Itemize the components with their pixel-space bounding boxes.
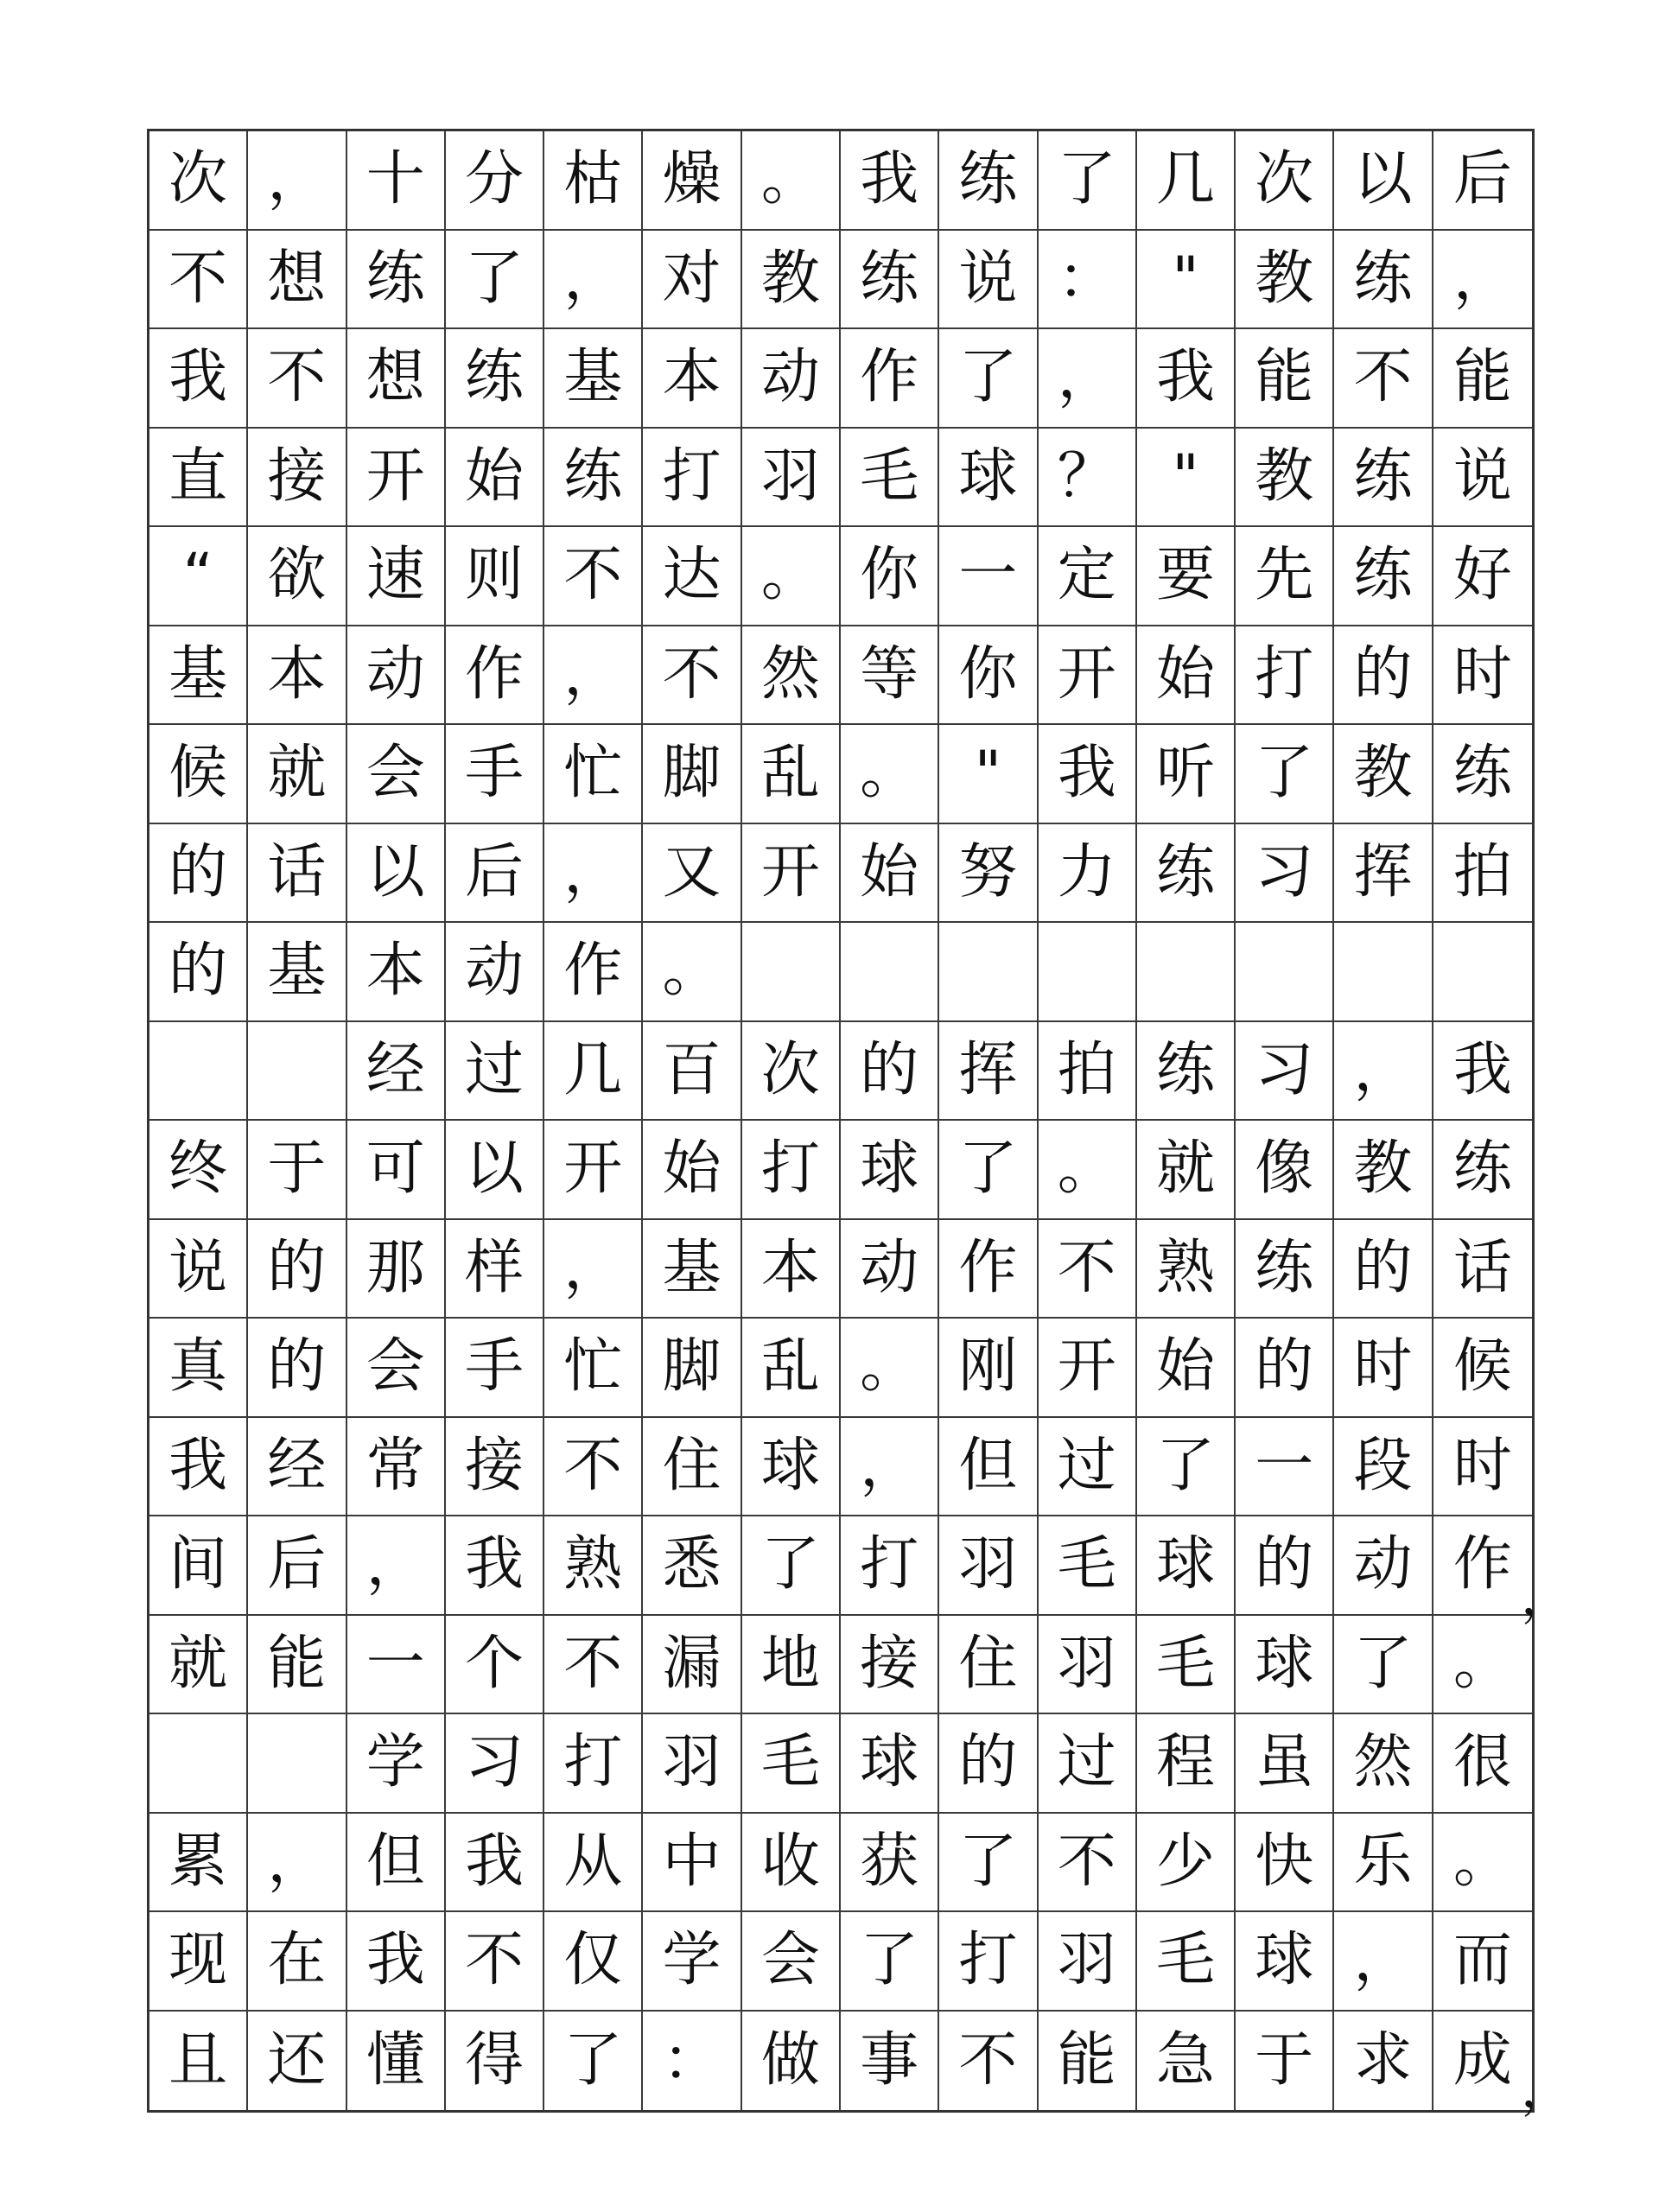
grid-cell-character: 经	[248, 1418, 346, 1517]
grid-cell-character: 练	[1137, 824, 1236, 924]
grid-cell-character: 球	[1236, 1616, 1334, 1715]
grid-cell-character: 始	[841, 824, 939, 924]
grid-cell-character: 的	[841, 1022, 939, 1122]
grid-cell-character: "	[1137, 429, 1236, 528]
grid-cell-character: 打	[1236, 626, 1334, 726]
grid-cell-character: 羽	[1039, 1616, 1137, 1715]
grid-cell-character: 始	[1137, 1319, 1236, 1418]
grid-cell-character: 而	[1433, 1912, 1532, 2012]
grid-cell-character: 球	[939, 429, 1038, 528]
grid-cell-character: 羽	[742, 429, 841, 528]
grid-cell-character: 作	[939, 1220, 1038, 1319]
grid-cell-character: 成	[1452, 2025, 1512, 2094]
grid-cell-character: 学	[347, 1714, 446, 1814]
grid-cell-empty	[149, 1022, 248, 1122]
grid-cell-character: 球	[841, 1121, 939, 1220]
grid-cell-empty	[841, 923, 939, 1022]
grid-cell-character: 毛	[1039, 1516, 1137, 1616]
grid-cell-character: 开	[1039, 1319, 1137, 1418]
grid-cell-character: 真	[149, 1319, 248, 1418]
grid-cell-character: 地	[742, 1616, 841, 1715]
grid-cell-character: 但	[347, 1814, 446, 1913]
grid-cell-character: 的	[248, 1220, 346, 1319]
grid-cell-character: 乐	[1334, 1814, 1433, 1913]
grid-cell-character: 不	[1039, 1814, 1137, 1913]
grid-cell-character: 打	[742, 1121, 841, 1220]
grid-cell-character: 的	[1236, 1516, 1334, 1616]
grid-cell-character: ，	[248, 131, 346, 231]
grid-cell-character: 时	[1433, 626, 1532, 726]
grid-cell-character: 。	[742, 527, 841, 626]
grid-cell-character: 个	[446, 1616, 544, 1715]
grid-cell-character: 时	[1433, 1418, 1532, 1517]
grid-cell-character: 始	[643, 1121, 741, 1220]
grid-cell-character: 练	[1137, 1022, 1236, 1122]
grid-cell-empty	[1039, 923, 1137, 1022]
grid-cell-character: 作	[841, 329, 939, 429]
grid-cell-character: 。	[841, 1319, 939, 1418]
grid-cell-character: 会	[347, 725, 446, 824]
grid-cell-character: 我	[149, 1418, 248, 1517]
grid-cell-character: ，	[1334, 1022, 1433, 1122]
grid-cell-character: 中	[643, 1814, 741, 1913]
grid-cell-character: 欲	[248, 527, 346, 626]
grid-cell-character: 次	[149, 131, 248, 231]
grid-cell-character: 我	[841, 131, 939, 231]
grid-cell-character: ，	[1039, 329, 1137, 429]
grid-cell-character: 事	[841, 2012, 939, 2111]
grid-cell-character: 要	[1137, 527, 1236, 626]
grid-cell-character: 接	[248, 429, 346, 528]
grid-cell-character: 的	[149, 923, 248, 1022]
grid-cell-character: 话	[1433, 1220, 1532, 1319]
grid-cell-character: 的	[248, 1319, 346, 1418]
grid-cell-character: 漏	[643, 1616, 741, 1715]
grid-cell-character: 求	[1334, 2012, 1433, 2111]
grid-cell-character: 羽	[1039, 1912, 1137, 2012]
grid-cell-character: 打	[939, 1912, 1038, 2012]
grid-cell-character: 了	[939, 1814, 1038, 1913]
grid-cell-character: ，	[544, 1220, 643, 1319]
grid-cell-character: 。	[1039, 1121, 1137, 1220]
grid-cell-character: 不	[544, 527, 643, 626]
grid-cell-character: 力	[1039, 824, 1137, 924]
grid-cell-character: 做	[742, 2012, 841, 2111]
grid-cell-character: 基	[643, 1220, 741, 1319]
grid-cell-character: 的	[939, 1714, 1038, 1814]
grid-cell-character: 熟	[1137, 1220, 1236, 1319]
grid-cell-character: 间	[149, 1516, 248, 1616]
grid-cell-character: 了	[742, 1516, 841, 1616]
grid-cell-character: 不	[939, 2012, 1038, 2111]
grid-cell-character: 教	[1334, 725, 1433, 824]
grid-cell-character: 以	[1334, 131, 1433, 231]
grid-cell-character: 本	[248, 626, 346, 726]
grid-cell-character: 会	[347, 1319, 446, 1418]
grid-cell-character: ：	[643, 2012, 741, 2111]
grid-cell-character: 终	[149, 1121, 248, 1220]
grid-cell-character: 。	[1433, 1616, 1532, 1715]
grid-cell-character: 后	[1433, 131, 1532, 231]
grid-cell-character: 了	[544, 2012, 643, 2111]
grid-cell-character: 基	[149, 626, 248, 726]
grid-cell-character: 好	[1433, 527, 1532, 626]
grid-cell-character: 了	[1137, 1418, 1236, 1517]
grid-cell-character: "	[939, 725, 1038, 824]
grid-cell-character: 一	[939, 527, 1038, 626]
grid-cell-character: 过	[1039, 1714, 1137, 1814]
grid-cell-character: 了	[1236, 725, 1334, 824]
grid-cell-character: 教	[742, 231, 841, 330]
grid-cell-character: 作	[544, 923, 643, 1022]
grid-cell-character: 了	[939, 1121, 1038, 1220]
grid-cell-character: 且	[149, 2012, 248, 2111]
grid-cell-character: 在	[248, 1912, 346, 2012]
grid-cell-character: 以	[347, 824, 446, 924]
grid-cell-character: 了	[1039, 131, 1137, 231]
grid-cell-character: 一	[347, 1616, 446, 1715]
grid-cell-character: 仅	[544, 1912, 643, 2012]
grid-cell-character: 先	[1236, 527, 1334, 626]
grid-cell-character: 又	[643, 824, 741, 924]
grid-cell-character: 练	[1334, 527, 1433, 626]
grid-cell-character: 听	[1137, 725, 1236, 824]
grid-cell-character: 球	[1236, 1912, 1334, 2012]
grid-cell-character: 分	[446, 131, 544, 231]
grid-cell-character: 还	[248, 2012, 346, 2111]
grid-cell-character: 脚	[643, 1319, 741, 1418]
grid-cell-character: 练	[446, 329, 544, 429]
grid-cell-character: ，	[544, 231, 643, 330]
grid-cell-character: 不	[544, 1418, 643, 1517]
grid-cell-character: 动	[1334, 1516, 1433, 1616]
grid-cell-character: 少	[1137, 1814, 1236, 1913]
grid-cell-character: 动	[347, 626, 446, 726]
grid-cell-character: 说	[149, 1220, 248, 1319]
grid-cell-character: 可	[347, 1121, 446, 1220]
grid-cell-character: 于	[248, 1121, 346, 1220]
grid-cell-character: 十	[347, 131, 446, 231]
grid-cell-character: 现	[149, 1912, 248, 2012]
grid-cell-character: 基	[248, 923, 346, 1022]
margin-comma-row-15: ，	[1521, 1567, 1573, 1627]
grid-cell-character: 了	[939, 329, 1038, 429]
grid-cell-character: 球	[742, 1418, 841, 1517]
grid-cell-character: 动	[742, 329, 841, 429]
grid-cell-empty	[1137, 923, 1236, 1022]
grid-cell-character: 球	[841, 1714, 939, 1814]
grid-cell-character: 了	[1334, 1616, 1433, 1715]
grid-cell-character: 毛	[841, 429, 939, 528]
grid-cell-character: 次	[742, 1022, 841, 1122]
grid-cell-character: 燥	[643, 131, 741, 231]
grid-cell-character: 习	[1236, 1022, 1334, 1122]
grid-cell-character: 习	[446, 1714, 544, 1814]
grid-cell-character: 枯	[544, 131, 643, 231]
grid-cell-character: 住	[939, 1616, 1038, 1715]
grid-cell-character: 接	[446, 1418, 544, 1517]
grid-cell-character: 脚	[643, 725, 741, 824]
grid-cell-character: 候	[149, 725, 248, 824]
grid-cell-empty	[939, 923, 1038, 1022]
grid-cell-character: 打	[544, 1714, 643, 1814]
grid-cell-character: 过	[446, 1022, 544, 1122]
grid-cell-character: 开	[1039, 626, 1137, 726]
grid-cell-empty	[1433, 923, 1532, 1022]
grid-cell-character: 本	[742, 1220, 841, 1319]
grid-cell-character: 羽	[643, 1714, 741, 1814]
grid-cell-character: 动	[446, 923, 544, 1022]
grid-cell-character: 就	[1137, 1121, 1236, 1220]
grid-cell-character: 得	[446, 2012, 544, 2111]
grid-cell-character: 手	[446, 1319, 544, 1418]
grid-cell-character: ，	[841, 1418, 939, 1517]
grid-cell-character: ，	[1334, 1912, 1433, 2012]
grid-cell-character: 后	[446, 824, 544, 924]
grid-cell-character: 练	[544, 429, 643, 528]
grid-cell-character: 几	[1137, 131, 1236, 231]
grid-cell-character: 教	[1334, 1121, 1433, 1220]
grid-cell-character: 开	[544, 1121, 643, 1220]
grid-cell-character: 会	[742, 1912, 841, 2012]
grid-cell-character: 收	[742, 1814, 841, 1913]
grid-cell-character: 我	[446, 1814, 544, 1913]
grid-cell-character: 你	[841, 527, 939, 626]
grid-cell-character: 练	[841, 231, 939, 330]
grid-cell-character: 挥	[1334, 824, 1433, 924]
grid-cell-character: 过	[1039, 1418, 1137, 1517]
grid-cell-character: 从	[544, 1814, 643, 1913]
grid-cell-character: 经	[347, 1022, 446, 1122]
grid-cell-character: 想	[347, 329, 446, 429]
grid-cell-character: 乱	[742, 1319, 841, 1418]
grid-cell-character: 我	[446, 1516, 544, 1616]
grid-cell-character: 像	[1236, 1121, 1334, 1220]
grid-cell-character: 我	[1039, 725, 1137, 824]
grid-cell-character: ，	[248, 1814, 346, 1913]
grid-cell-character: 然	[742, 626, 841, 726]
grid-cell-character: 达	[643, 527, 741, 626]
grid-cell-character: 百	[643, 1022, 741, 1122]
grid-cell-character: 挥	[939, 1022, 1038, 1122]
grid-cell-character: 后	[248, 1516, 346, 1616]
grid-cell-character: 熟	[544, 1516, 643, 1616]
grid-cell-character: 能	[1039, 2012, 1137, 2111]
grid-cell-character: 手	[446, 725, 544, 824]
grid-cell-character: 则	[446, 527, 544, 626]
grid-cell-character: ：	[1039, 231, 1137, 330]
grid-cell-character: 练	[939, 131, 1038, 231]
grid-cell-character: 悉	[643, 1516, 741, 1616]
grid-cell-empty	[248, 1714, 346, 1814]
grid-cell-character: 毛	[1137, 1912, 1236, 2012]
grid-cell-character: 获	[841, 1814, 939, 1913]
grid-cell-character: 教	[1236, 429, 1334, 528]
grid-cell-empty	[149, 1714, 248, 1814]
grid-cell-character: 不	[643, 626, 741, 726]
grid-cell-character: 打	[841, 1516, 939, 1616]
grid-cell-character: 你	[939, 626, 1038, 726]
grid-cell-character: 样	[446, 1220, 544, 1319]
grid-cell-character: 不	[1334, 329, 1433, 429]
grid-cell-character: 一	[1236, 1418, 1334, 1517]
grid-cell-character: 不	[544, 1616, 643, 1715]
grid-cell-character: 等	[841, 626, 939, 726]
grid-cell-character: 忙	[544, 725, 643, 824]
grid-cell-character: 然	[1334, 1714, 1433, 1814]
grid-cell-character: 始	[1137, 626, 1236, 726]
grid-cell-character: 努	[939, 824, 1038, 924]
grid-cell-character: 练	[1334, 429, 1433, 528]
grid-cell-character: 很	[1433, 1714, 1532, 1814]
grid-cell-character: 累	[149, 1814, 248, 1913]
grid-cell-character: 拍	[1433, 824, 1532, 924]
grid-cell-character: 练	[1433, 1121, 1532, 1220]
grid-cell-character: 住	[643, 1418, 741, 1517]
grid-cell-character: 练	[1236, 1220, 1334, 1319]
grid-cell-character: 定	[1039, 527, 1137, 626]
grid-cell-character: 基	[544, 329, 643, 429]
grid-cell-character: 速	[347, 527, 446, 626]
grid-cell-character: 次	[1236, 131, 1334, 231]
grid-cell-character: 快	[1236, 1814, 1334, 1913]
grid-cell-character: 不	[149, 231, 248, 330]
grid-cell-character: 直	[149, 429, 248, 528]
grid-cell-character: 作	[446, 626, 544, 726]
grid-cell-character: 虽	[1236, 1714, 1334, 1814]
grid-cell-character: 作	[1433, 1516, 1532, 1616]
grid-cell-character: 话	[248, 824, 346, 924]
grid-cell-character: 始	[446, 429, 544, 528]
grid-cell-empty	[1236, 923, 1334, 1022]
grid-cell-character: 练	[1334, 231, 1433, 330]
grid-cell-character: "	[1137, 231, 1236, 330]
grid-cell-character: 段	[1334, 1418, 1433, 1517]
grid-cell-character: 于	[1236, 2012, 1334, 2111]
grid-cell-character: 懂	[347, 2012, 446, 2111]
grid-cell-character: 动	[841, 1220, 939, 1319]
grid-cell-character: 的	[1334, 626, 1433, 726]
grid-cell-character: ，	[347, 1516, 446, 1616]
grid-cell-empty	[742, 923, 841, 1022]
grid-cell-character: 那	[347, 1220, 446, 1319]
grid-cell-character: 以	[446, 1121, 544, 1220]
grid-cell-character: 不	[1039, 1220, 1137, 1319]
grid-cell-empty	[1334, 923, 1433, 1022]
grid-cell-character: 练	[347, 231, 446, 330]
grid-cell-character: 时	[1334, 1319, 1433, 1418]
grid-cell-character: 候	[1433, 1319, 1532, 1418]
grid-cell-character: 我	[149, 329, 248, 429]
grid-cell-character: “	[149, 527, 248, 626]
grid-cell-character: 习	[1236, 824, 1334, 924]
grid-cell-character: 本	[643, 329, 741, 429]
grid-cell-character: 球	[1137, 1516, 1236, 1616]
grid-cell-character: 说	[1433, 429, 1532, 528]
grid-cell-character: 程	[1137, 1714, 1236, 1814]
grid-cell-character: 接	[841, 1616, 939, 1715]
grid-cell-character: 不	[248, 329, 346, 429]
grid-cell-character: 开	[742, 824, 841, 924]
grid-cell-empty	[248, 1022, 346, 1122]
grid-cell-character: 了	[446, 231, 544, 330]
grid-cell-character: 的	[1334, 1220, 1433, 1319]
grid-cell-character: 羽	[939, 1516, 1038, 1616]
grid-cell-character: 拍	[1039, 1022, 1137, 1122]
grid-cell-character: 我	[1433, 1022, 1532, 1122]
grid-cell-character: 不	[446, 1912, 544, 2012]
composition-grid-paper	[147, 129, 1535, 2113]
grid-cell-character: 本	[347, 923, 446, 1022]
grid-cell-character: 几	[544, 1022, 643, 1122]
grid-cell-character: 的	[149, 824, 248, 924]
grid-cell-character: 说	[939, 231, 1038, 330]
grid-cell-character: ，	[544, 626, 643, 726]
grid-cell-character: ，	[1433, 231, 1532, 330]
grid-cell-character: 。	[841, 725, 939, 824]
grid-cell-character: 打	[643, 429, 741, 528]
grid-cell-character: 了	[841, 1912, 939, 2012]
grid-cell-character: 我	[347, 1912, 446, 2012]
grid-cell-character: 想	[248, 231, 346, 330]
grid-cell-character: 乱	[742, 725, 841, 824]
grid-cell-character: 的	[1236, 1319, 1334, 1418]
grid-cell-character: 我	[1137, 329, 1236, 429]
grid-cell-character: 刚	[939, 1319, 1038, 1418]
grid-cell-character: 能	[1236, 329, 1334, 429]
grid-cell-character: 对	[643, 231, 741, 330]
grid-cell-character: 。	[742, 131, 841, 231]
grid-cell-character: 常	[347, 1418, 446, 1517]
grid-cell-character: 忙	[544, 1319, 643, 1418]
grid-cell-character: 急	[1137, 2012, 1236, 2111]
grid-cell-character: ？	[1039, 429, 1137, 528]
grid-cell-character: ，	[544, 824, 643, 924]
grid-cell-character: 能	[248, 1616, 346, 1715]
grid-cell-character: 开	[347, 429, 446, 528]
grid-cell-character: 毛	[742, 1714, 841, 1814]
grid-cell-character: 教	[1236, 231, 1334, 330]
grid-cell-character: 就	[149, 1616, 248, 1715]
grid-cell-character: 。	[1433, 1814, 1532, 1913]
margin-comma-row-20: ，	[1521, 2059, 1573, 2120]
grid-cell-character: 练	[1433, 725, 1532, 824]
grid-cell-character: 毛	[1137, 1616, 1236, 1715]
grid-cell-character: 学	[643, 1912, 741, 2012]
grid-cell-character: 就	[248, 725, 346, 824]
grid-cell-character: 。	[643, 923, 741, 1022]
grid-cell-character: 能	[1433, 329, 1532, 429]
grid-cell-character: 但	[939, 1418, 1038, 1517]
